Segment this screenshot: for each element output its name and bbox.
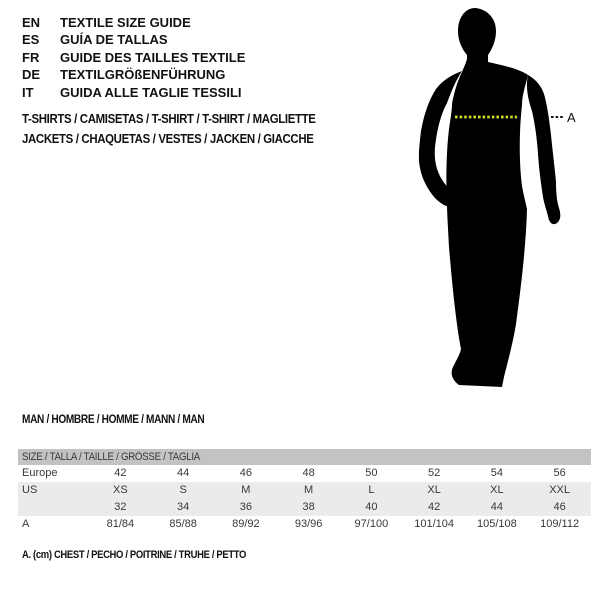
row-label: A [22, 518, 30, 530]
table-cell: 93/96 [294, 518, 323, 530]
table-cell: 97/100 [354, 518, 389, 530]
table-cell: 32 [114, 501, 127, 513]
table-cell: 40 [365, 501, 378, 513]
size-table-header [18, 449, 591, 465]
table-cell: XS [113, 484, 128, 496]
table-row-chest-a [18, 516, 591, 533]
language-title: GUIDE DES TAILLES TEXTILE [60, 49, 246, 65]
table-cell: XL [427, 484, 441, 496]
table-row-europe [18, 465, 591, 482]
table-cell: 52 [428, 467, 441, 479]
language-row-es [22, 31, 245, 48]
man-silhouette [405, 0, 600, 400]
table-cell: XXL [549, 484, 571, 496]
table-cell: 38 [302, 501, 315, 513]
table-cell: M [304, 484, 314, 496]
size-table-body [18, 465, 591, 533]
silhouette-body [446, 8, 528, 387]
row-label: US [22, 484, 38, 496]
silhouette-right-arm [527, 75, 560, 224]
table-cell: 42 [428, 501, 441, 513]
language-title: GUIDA ALLE TAGLIE TESSILI [60, 84, 242, 100]
row-label [18, 499, 89, 516]
size-table-header-label: SIZE / TALLA / TAILLE / GRÖSSE / TAGLIA [22, 451, 201, 463]
table-cell: L [368, 484, 375, 496]
table-cell: 46 [239, 467, 252, 479]
language-row-fr [22, 49, 245, 66]
table-cell: 36 [239, 501, 252, 513]
category-jackets: JACKETS / CHAQUETAS / VESTES / JACKEN / GIACCHE [22, 130, 314, 146]
table-cell: 81/84 [106, 518, 135, 530]
language-title: TEXTILGRÖßENFÜHRUNG [60, 67, 226, 83]
language-code: EN [22, 15, 41, 30]
category-lines [22, 109, 316, 148]
table-cell: 34 [177, 501, 190, 513]
language-row-de [22, 66, 245, 83]
table-cell: 56 [553, 467, 566, 479]
measure-label-a: A [567, 110, 576, 125]
table-cell: 89/92 [232, 518, 260, 530]
table-cell: 109/112 [540, 518, 580, 530]
table-cell: M [241, 484, 251, 496]
language-row-it [22, 84, 245, 101]
table-cell: 42 [114, 467, 127, 479]
table-cell: 48 [302, 467, 315, 479]
table-cell: 50 [365, 467, 378, 479]
table-cell: 105/108 [476, 518, 517, 530]
table-cell: 85/88 [169, 518, 197, 530]
table-cell: 101/104 [414, 518, 454, 530]
size-table [18, 449, 591, 533]
table-cell: 54 [490, 467, 503, 479]
language-row-en [22, 14, 245, 31]
category-tshirts: T-SHIRTS / CAMISETAS / T-SHIRT / T-SHIRT / MAGLIETTE [22, 111, 316, 126]
language-code: FR [22, 49, 40, 65]
language-list [22, 14, 245, 101]
table-cell: S [179, 484, 187, 496]
table-cell: XL [490, 484, 504, 496]
section-title: MAN / HOMBRE / HOMME / MANN / MAN [22, 414, 205, 426]
language-code: IT [22, 84, 34, 100]
table-cell: 44 [177, 467, 190, 479]
table-cell: 44 [490, 501, 503, 513]
table-row-us [18, 482, 591, 499]
language-code: DE [22, 67, 41, 83]
table-cell: 46 [553, 501, 566, 513]
measurement-footnote: A. (cm) CHEST / PECHO / POITRINE / TRUHE / PETTO [22, 549, 247, 561]
row-label: Europe [22, 467, 58, 479]
language-title: GUÍA DE TALLAS [60, 32, 168, 48]
language-code: ES [22, 32, 40, 48]
language-title: TEXTILE SIZE GUIDE [60, 15, 191, 30]
table-row-numeric [18, 499, 591, 516]
